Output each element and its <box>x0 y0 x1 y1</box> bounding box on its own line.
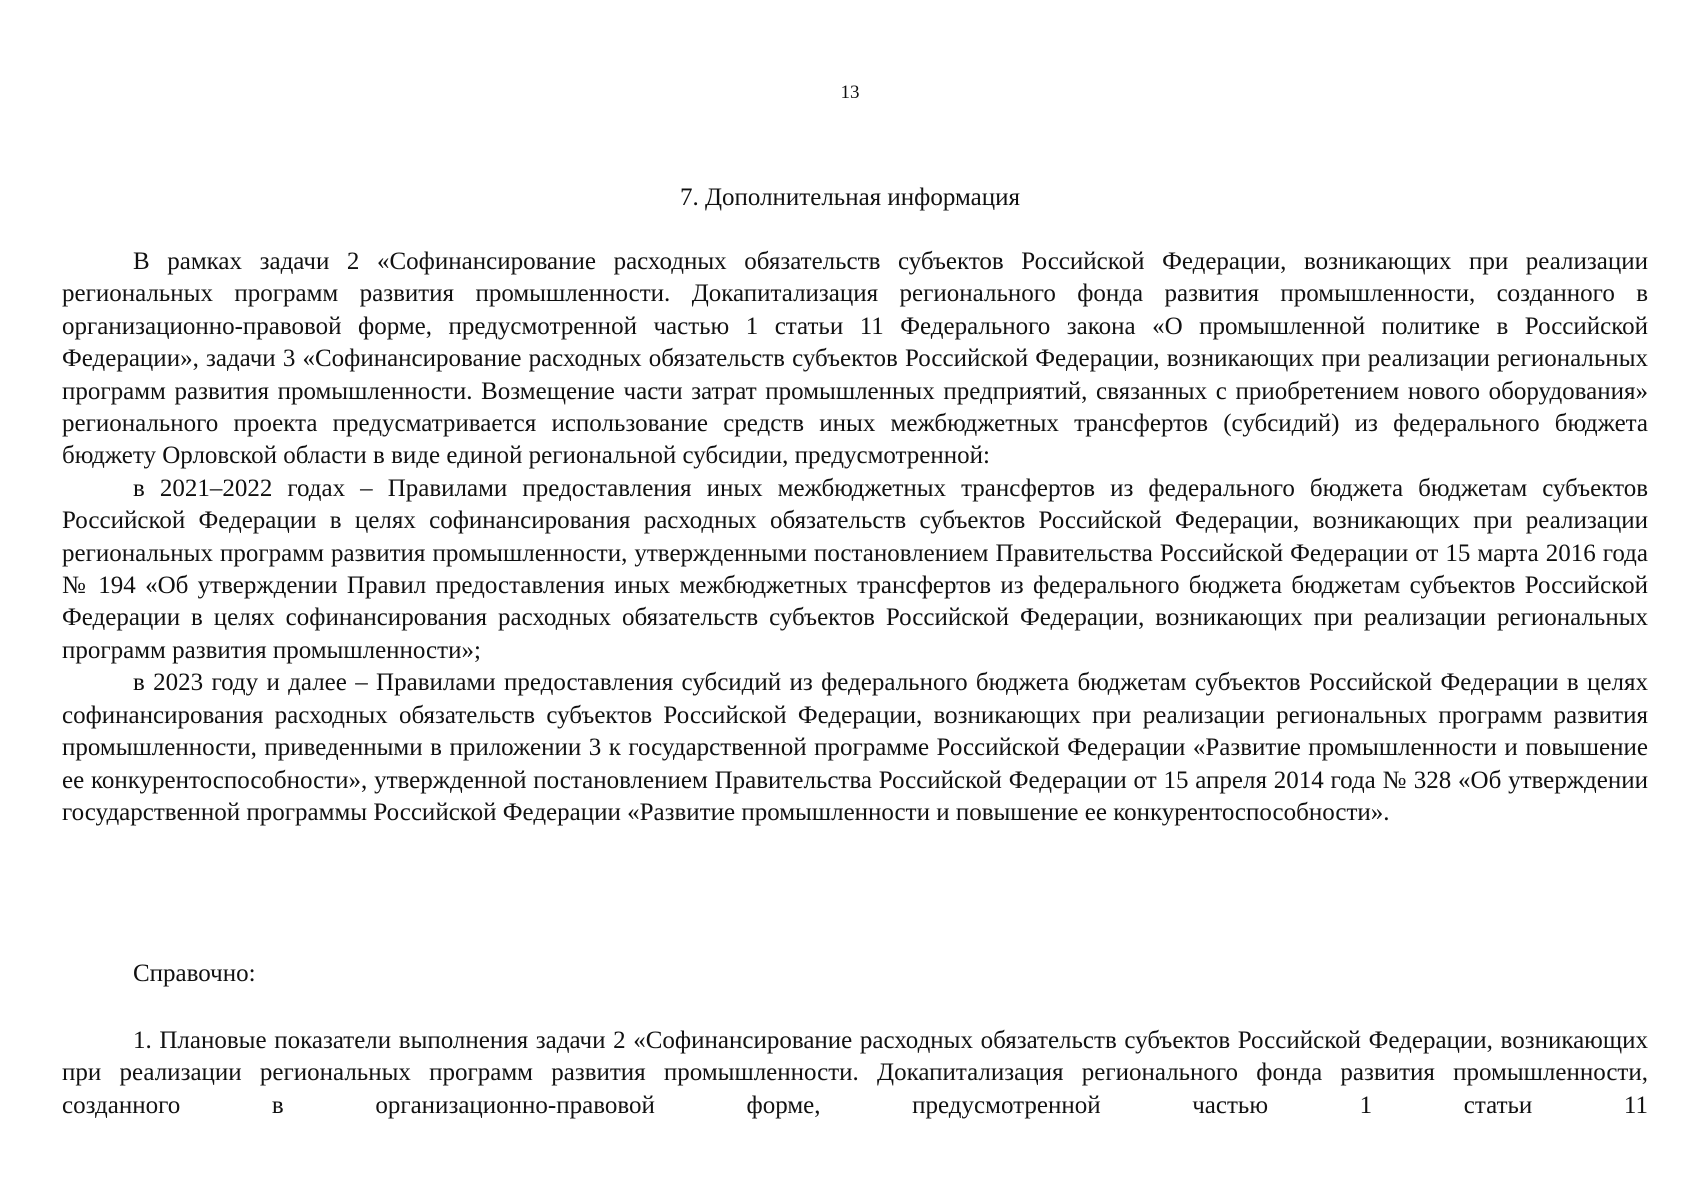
reference-item-1: 1. Плановые показатели выполнения задачи 2 «Софинансирование расходных обязательств субъектов Российской Федерации, возникающих при реализации региональных программ развития промышленности. Докапитализация регионального фонда развития промышленности, созданного в организационно-правовой форме, предусмотренной частью 1 статьи 11 <box>62 1027 1648 1119</box>
reference-heading: Справочно: <box>133 960 256 987</box>
paragraph-2023: в 2023 году и далее – Правилами предоставления субсидий из федерального бюджета бюджетам субъектов Российской Федерации в целях софинансирования расходных обязательств субъектов Российской Федерации, возникающих при реализации региональных программ развития промышленности, приведенными в приложении 3 к государственной программе Российской Федерации «Развитие промышленности и повышение ее конкурентоспособности», утвержденной постановлением Правительства Российской Федерации от 15 апреля 2014 года № 328 «Об утверждении государственной программы Российской Федерации «Развитие промышленности и повышение ее конкурентоспособности». <box>62 669 1648 826</box>
reference-body <box>62 1025 1648 1122</box>
section-body <box>62 246 1648 829</box>
section-title: 7. Дополнительная информация <box>679 184 1021 211</box>
paragraph-intro: В рамках задачи 2 «Софинансирование расходных обязательств субъектов Российской Федерации, возникающих при реализации региональных программ развития промышленности. Докапитализация регионального фонда развития промышленности, созданного в организационно-правовой форме, предусмотренной частью 1 статьи 11 Федерального закона «О промышленной политике в Российской Федерации», задачи 3 «Софинансирование расходных обязательств субъектов Российской Федерации, возникающих при реализации региональных программ развития промышленности. Возмещение части затрат промышленных предприятий, связанных с приобретением нового оборудования» регионального проекта предусматривается использование средств иных межбюджетных трансфертов (субсидий) из федерального бюджета бюджету Орловской области в виде единой региональной субсидии, предусмотренной: <box>62 248 1648 470</box>
page-number: 13 <box>840 82 860 103</box>
paragraph-2021-2022: в 2021–2022 годах – Правилами предоставления иных межбюджетных трансфертов из федерального бюджета бюджетам субъектов Российской Федерации в целях софинансирования расходных обязательств субъектов Российской Федерации, возникающих при реализации региональных программ развития промышленности, утвержденными постановлением Правительства Российской Федерации от 15 марта 2016 года № 194 «Об утверждении Правил предоставления иных межбюджетных трансфертов из федерального бюджета бюджетам субъектов Российской Федерации в целях софинансирования расходных обязательств субъектов Российской Федерации, возникающих при реализации региональных программ развития промышленности»; <box>62 474 1648 664</box>
